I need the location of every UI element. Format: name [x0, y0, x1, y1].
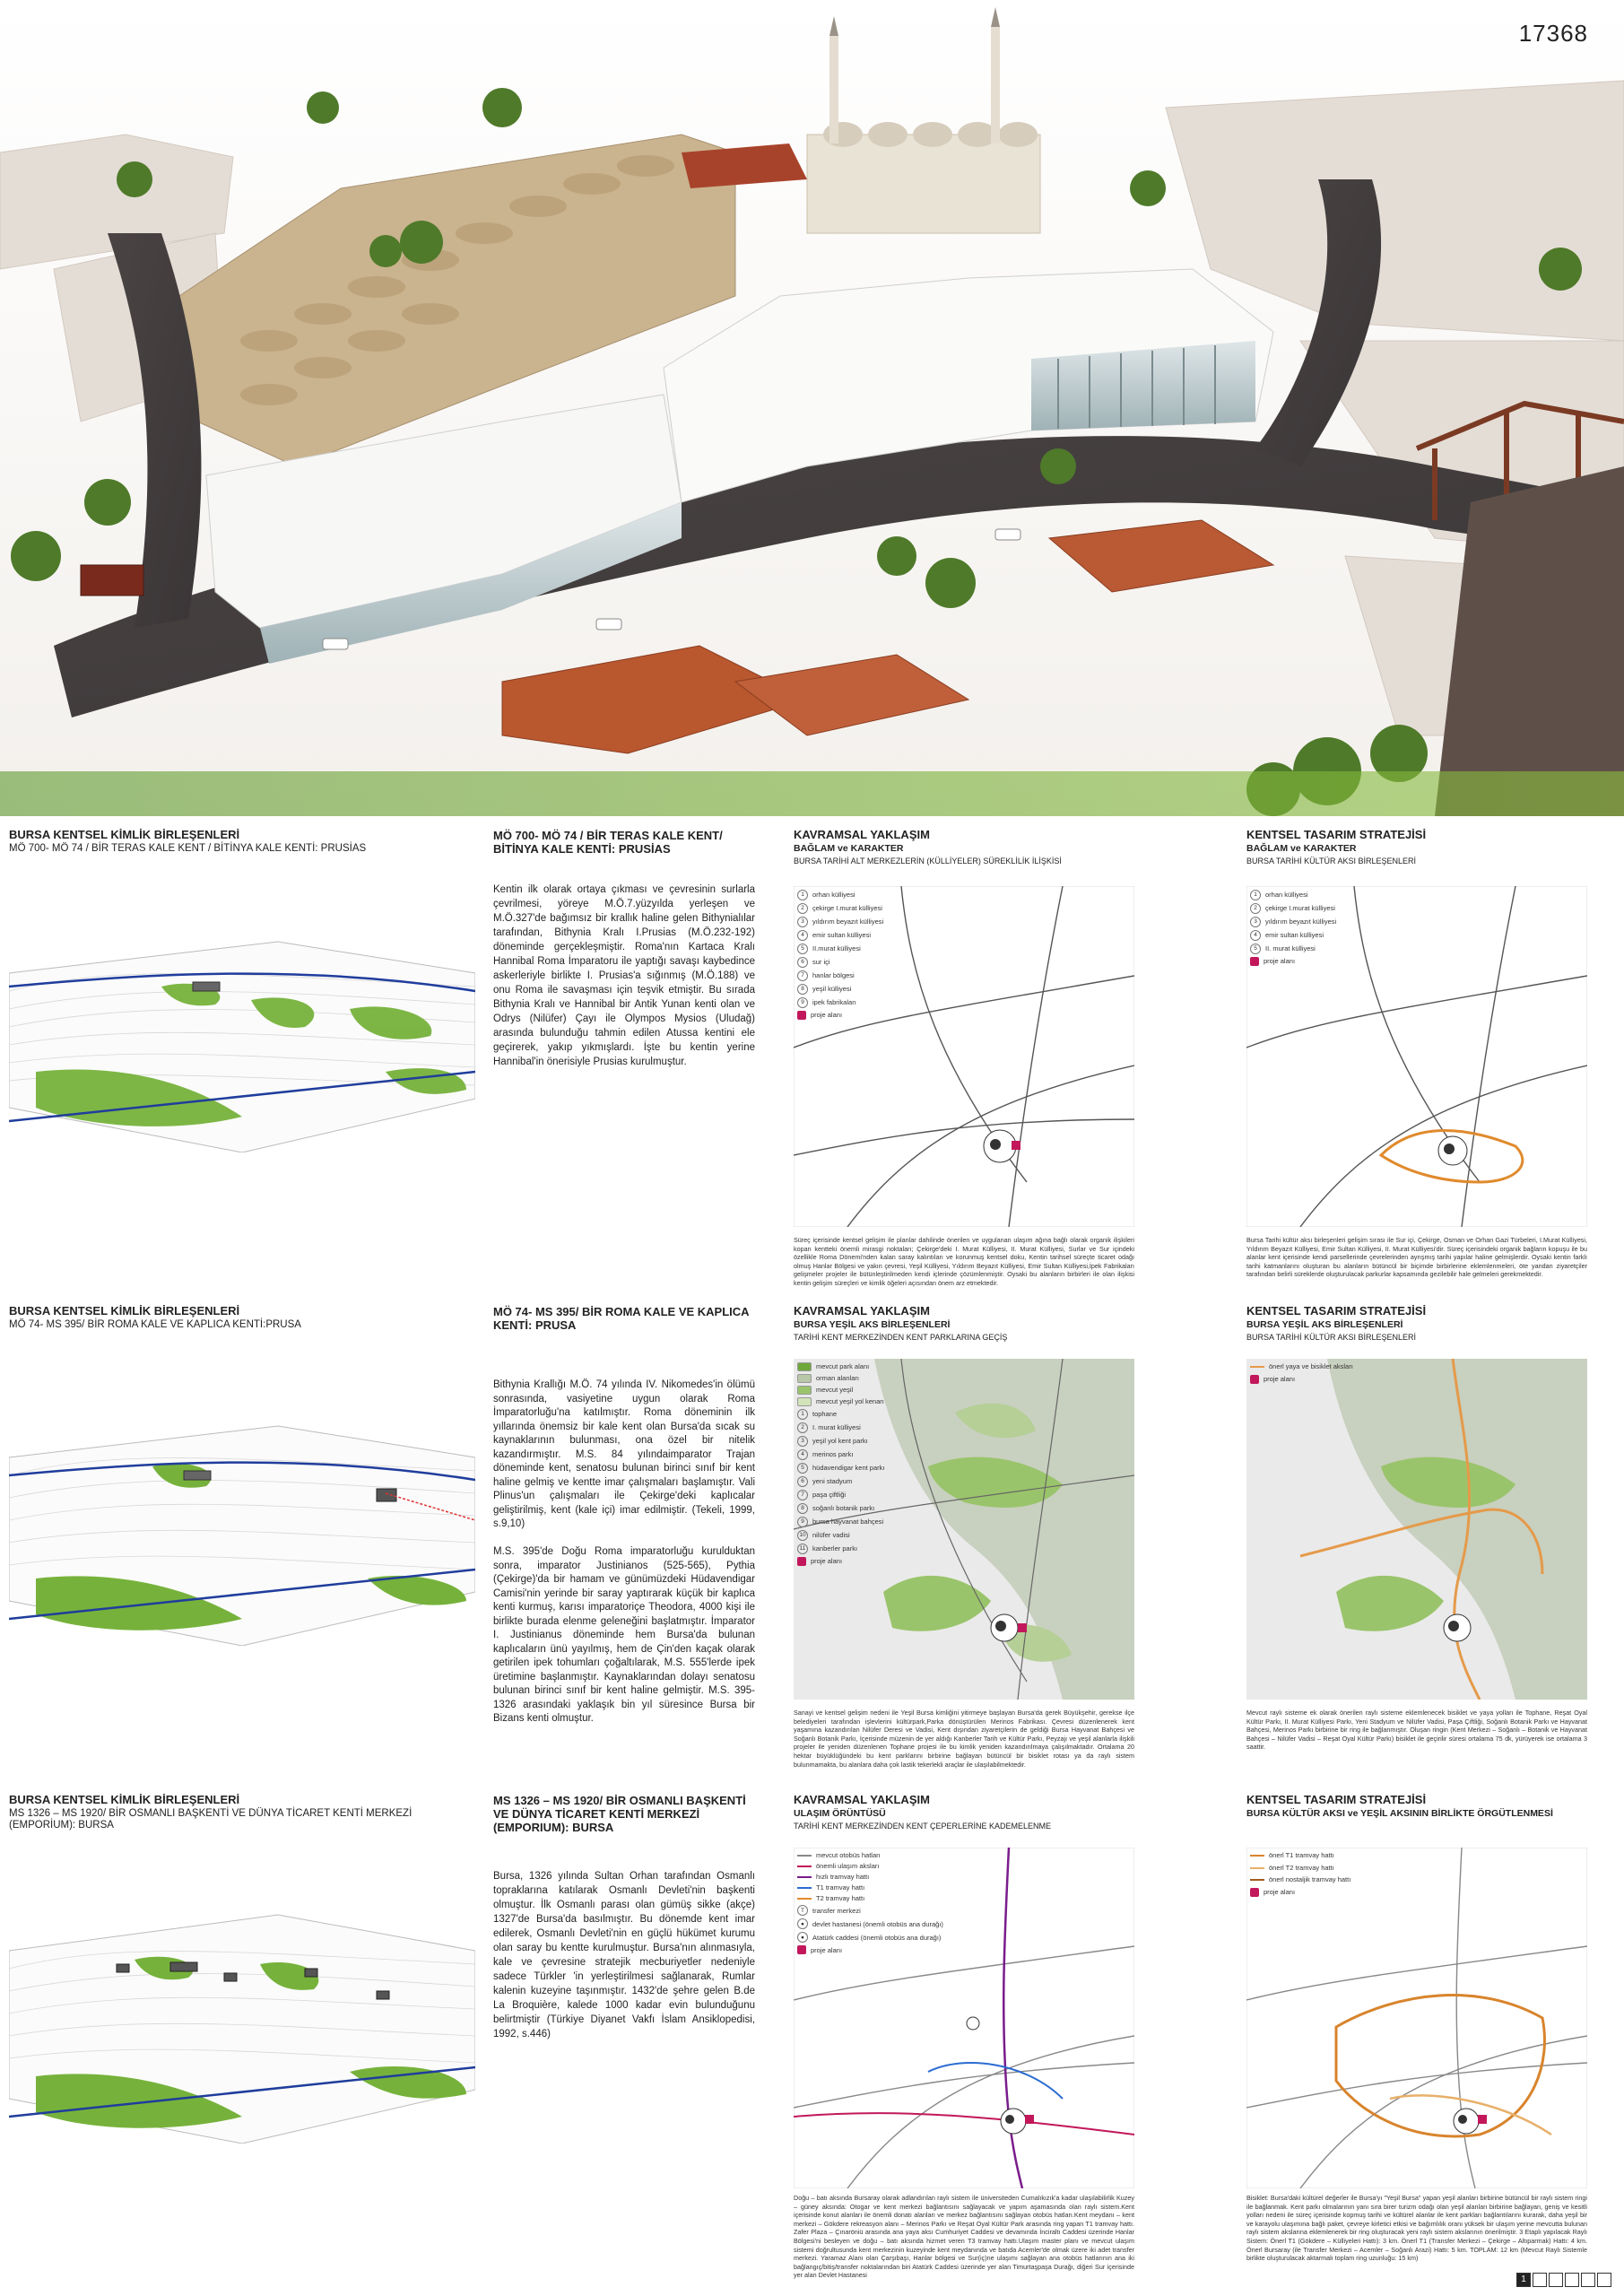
- legend-number-icon: 3: [797, 1436, 808, 1447]
- row3-map2-sub1: BURSA KÜLTÜR AKSI ve YEŞİL AKSININ BİRLİKTE ÖRGÜTLENMESİ: [1246, 1808, 1553, 1819]
- legend-item: 7 hanlar bölgesi: [797, 970, 883, 981]
- legend-line-icon: [797, 1866, 812, 1867]
- legend-item: 3 yıldırım beyazıt külliyesi: [797, 917, 883, 927]
- legend-line-icon: [797, 1876, 812, 1878]
- row3-body-text: Bursa, 1326 yılında Sultan Orhan tarafından Osmanlı topraklarına katılarak Osmanlı Devleti'nin başkenti olmuştur. İlk Osmanlı parası olan gümüş sikke (akçe) 1327'de Bursa'da basılmıştır. Bu dönemde kent imar edilerek, Osmanlı Devleti'nin en güçlü hükümet kurumu olan saray bu kentte kurulmuştur. Bursa'nın alınmasıyla, kale ve çevresine stratejik mecburiyetler nedeniyle sadece Türkler 'in yerleştirilmesi sağlanarak, Rumlar kalenin kuzeyine taşınmıştır. 1432'de şehre gelen B.de La Broquière, kalede 1000 kadar evin bulunduğunu belirtmiştir (Türkiye Diyanet Vakfı İslam Ansiklopedisi, 1992, s.446): [493, 1871, 755, 2039]
- legend-item: 2 çekirge I.murat külliyesi: [797, 903, 883, 914]
- legend-item: mevcut yeşil: [797, 1386, 884, 1395]
- legend-line-icon: [1250, 1867, 1264, 1869]
- row3-map2-legend: [1250, 1851, 1350, 1900]
- legend-number-icon: 1: [797, 890, 808, 900]
- row3-map1-sub2: TARİHİ KENT MERKEZİNDEN KENT ÇEPERLERİNE KADEMELENME: [794, 1822, 1052, 1831]
- legend-item: T transfer merkezi: [797, 1905, 943, 1916]
- row3-map2-title: KENTSEL TASARIM STRATEJİSİ: [1246, 1793, 1427, 1806]
- page-marker-current: 1: [1516, 2273, 1531, 2287]
- legend-number-icon: ●: [797, 1932, 808, 1943]
- row1-left-title: BURSA KENTSEL KİMLİK BİRLEŞENLERİ: [9, 828, 240, 841]
- legend-number-icon: 8: [797, 984, 808, 995]
- terrain-illustration: [9, 1910, 475, 2144]
- legend-item: orman alanları: [797, 1374, 884, 1383]
- row3-map1-title: KAVRAMSAL YAKLAŞIM: [794, 1793, 930, 1806]
- legend-item: 2 I. murat külliyesi: [797, 1422, 884, 1433]
- legend-item: önerl nostaljik tramvay hattı: [1250, 1875, 1350, 1885]
- row3-left-title: BURSA KENTSEL KİMLİK BİRLEŞENLERİ: [9, 1793, 240, 1806]
- row2-map2-title: KENTSEL TASARIM STRATEJİSİ: [1246, 1304, 1427, 1318]
- legend-number-icon: 4: [1250, 930, 1261, 941]
- legend-item: 5 hüdavendigar kent parkı: [797, 1463, 884, 1474]
- row1-map2: [1246, 886, 1587, 1227]
- row2-map2-caption: Mevcut raylı sisteme ek olarak önerilen raylı sisteme eklemlenecek bisiklet ve yaya yolları ile Tophane, Reşat Oyal Kültür Parkı, II. Murat Külliyesi Parkı, Yeni Stadyum ve Nilüfer Vadisi, Paşa Çiftliği, Soğanlı Botanik Parkı ve Hayvanat Bahçesi, Merinos Parkı birbirine bir ring ile bağlanmıştır. Oluşan ringin (Kent Merkezi – Soğanlı – Botanik ve Hayvanat Bahçesi – Nilüfer Vadisi – Reşat Oyal Kültür Parkı) bisiklet ile geçirilir süresi ortalama 75 dk, yürüyerek ise ortalama 3 saattir.: [1246, 1709, 1587, 1752]
- legend-item: 8 yeşil külliyesi: [797, 984, 883, 995]
- row1-left-subtitle: MÖ 700- MÖ 74 / BİR TERAS KALE KENT / BİTİNYA KALE KENTİ: PRUSİAS: [9, 843, 367, 854]
- row3-map1: [794, 1848, 1134, 2188]
- row3-map2-caption: Bisiklet: Bursa'daki kültürel değerler ile Bursa'yı "Yeşil Bursa" yapan yeşil alanları birbirine bütüncül bir raylı sistem ringi ile bağlanmak. Kent parkı olmalarının yanı sıra birer turizm odağı olan yeşil alanları birbirine bağlayan, geniş ve kesitli yolları nedeni ile süreç içerisinde kopmuş tarihi ve kültürel alanlar ile kent parkları bağlantılarını kurarak, daha yeşil bir ve karayolu ulaşımına bağlı paket, çevreye kirletici etkisi ve bağımlılık oranı yüksek bir ulaşım yerine mevcutta bulunan raylı sistem akslarına eklemlenerek bir ring oluşturacak yeni raylı sistem akslarının önerilmiştir. 3 Etaplı yapılacak Raylı Sistem: Önerl T1 (Gökdere – Külliyeleri Hattı): 3 km. Önerl T1 (Transfer Merkezi – Çekirge – Altıparmak) Hattı: 4 km. Önerl Bursaray (ile Transfer Merkezi – Acemler – Soğanlı Arazi) Hattı: 5 km. TOPLAM: 12 km (Mevcut Raylı Sistemle birlikte oluşturulacak aktarmalı toplam ring uzunluğu: 15 km): [1246, 2194, 1587, 2263]
- legend-number-icon: 2: [797, 903, 808, 914]
- legend-number-icon: 7: [797, 970, 808, 981]
- map-illustration: [1246, 1359, 1587, 1700]
- legend-item: 4 emir sultan külliyesi: [797, 930, 883, 941]
- legend-item: önemli ulaşım aksları: [797, 1862, 943, 1870]
- legend-item: ● devlet hastanesi (önemli otobüs ana durağı): [797, 1918, 943, 1929]
- legend-item: mevcut park alanı: [797, 1362, 884, 1371]
- legend-number-icon: 2: [1250, 903, 1261, 914]
- row3-map1-legend: [797, 1851, 943, 1957]
- legend-item: 3 yeşil yol kent parkı: [797, 1436, 884, 1447]
- legend-line-icon: [797, 1855, 812, 1857]
- row3-mid-title: MS 1326 – MS 1920/ BİR OSMANLI BAŞKENTİ VE DÜNYA TİCARET KENTİ MERKEZİ (EMPORIUM): BURSA: [493, 1794, 746, 1834]
- row1-terrain-model: [9, 937, 475, 1152]
- legend-item: 3 yıldırım beyazıt külliyesi: [1250, 917, 1336, 927]
- legend-number-icon: 6: [797, 1476, 808, 1487]
- legend-number-icon: ●: [797, 1918, 808, 1929]
- row1-map1-caption: Süreç içerisinde kentsel gelişim ile planlar dahilinde önerilen ve uygulanan ulaşım ağına bağlı olarak organik ilişkileri kopan kentteki önemli mirasgi noktaları; Çekirge'deki I. Murat Külliyesi, II. Murat Külliyesi, Surlar ve Sur içindeki özellikle Roma Dönemi'nden kalan saray kalıntıları ve korunmuş kentsel doku, Kentin tarihsel süreçte ticaret odağı olmuş Hanlar Bölgesi ve yakın çevresi, Yeşil Külliyesi, Yıldırım Beyazıt Külliyesi, Emir Sultan Külliyesi,İpek Fabrikaları gelişmeler projeler ile bütünleştirilmeden kendi içlerinde çözümlenmiştir. Oysaki bu alanların birbirleri ile olan ilişkisi kentin gelişim süreçleri ve kimlik öğeleri açısından önem arz etmektedir.: [794, 1236, 1134, 1287]
- row1-map1-sub1: BAĞLAM ve KARAKTER: [794, 843, 904, 854]
- legend-item: mevcut otobüs hatları: [797, 1851, 943, 1859]
- legend-item: proje alanı: [797, 1557, 884, 1566]
- row1-mid-title: MÖ 700- MÖ 74 / BİR TERAS KALE KENT/ BİTİNYA KALE KENTİ: PRUSİAS: [493, 829, 723, 856]
- sheet-number: 17368: [1518, 20, 1588, 47]
- legend-number-icon: 2: [797, 1422, 808, 1433]
- row3-terrain-model: [9, 1910, 475, 2144]
- row3-map1-sub1: ULAŞIM ÖRÜNTÜSÜ: [794, 1808, 886, 1819]
- row1-map1-legend: [797, 890, 883, 1023]
- row2-map1-sub2: TARİHİ KENT MERKEZİNDEN KENT PARKLARINA GEÇİŞ: [794, 1333, 1008, 1342]
- row2-map1-title: KAVRAMSAL YAKLAŞIM: [794, 1304, 930, 1318]
- legend-number-icon: 1: [797, 1409, 808, 1420]
- legend-swatch-icon: [797, 1362, 812, 1371]
- row3-left-subtitle: MS 1326 – MS 1920/ BİR OSMANLI BAŞKENTİ VE DÜNYA TİCARET KENTİ MERKEZİ (EMPORİUM): BURSA: [9, 1808, 413, 1831]
- legend-number-icon: 7: [797, 1490, 808, 1500]
- row-3: [0, 1794, 1624, 2296]
- legend-item: 5 II.murat külliyesi: [797, 944, 883, 954]
- row2-map1-legend: [797, 1362, 884, 1569]
- legend-number-icon: 5: [1250, 944, 1261, 954]
- legend-number-icon: 5: [797, 944, 808, 954]
- legend-number-icon: 9: [797, 997, 808, 1008]
- legend-item: önerl yaya ve bisiklet aksları: [1250, 1362, 1353, 1372]
- legend-item: T2 tramvay hattı: [797, 1894, 943, 1902]
- legend-item: önerl T2 tramvay hattı: [1250, 1864, 1350, 1874]
- legend-swatch-icon: [797, 1557, 806, 1566]
- legend-item: 10 nilüfer vadisi: [797, 1530, 884, 1541]
- row3-map1-caption: Doğu – batı aksında Bursaray olarak adlandırılan raylı sistem ile üniversiteden Cumalıkızık'a kadar ulaşılabilirlik Kuzey – güney aksında: Otogar ve kent merkezi bağlantısını sağlayacak ve yapım aşamasında olan raylı sistem.Kent içerisinde konut alanları ile önemli donatı alanları ve merkez bağlantısını sağlayan otobüs hatları.Kent meydanı – kent merkezi – Gökdere rekreasyon alanı – Merinos Parkı ve Reşat Oyal Kültür Park arasında ring yapan T1 tramvay hattı. Zafer Plaza – Çınaröniü arasında ana yaya aksı Cumhuriyet Caddesi ve devamında İnciraltı Caddesi üzerinde Hanlar Bölgesi'ni besleyen ve doğu – batı aksında hizmet veren T3 tramvay hattı.Ulaşım master planı ve mevcut ulaşım sistemi doğrultusunda kent merkezinin kuzeyinde kent meydanında ve batıda Acemler'de olmak üzere iki adet transfer merkezi. Yaramaz Alanı olan Çarşıbaşı, Hanlar bölgesi ve Sur(iç)ne ulaşımı sağlayan ana otobüs hatlarının ana iki bağlangıç/bitiş/transfer noktalarından biri Atatürk Caddesi üzerinde yer alan Timurtaşpaşa Durağı, diğeri Sur içerisinde yer alan Devlet Hastanesi: [794, 2194, 1134, 2280]
- row2-left-subtitle: MÖ 74- MS 395/ BİR ROMA KALE VE KAPLICA KENTİ:PRUSA: [9, 1319, 301, 1330]
- legend-item: 1 tophane: [797, 1409, 884, 1420]
- legend-item: 5 II. murat külliyesi: [1250, 944, 1336, 954]
- row1-map2-title: KENTSEL TASARIM STRATEJİSİ: [1246, 828, 1427, 841]
- legend-item: 1 orhan külliyesi: [797, 890, 883, 900]
- legend-swatch-icon: [797, 1397, 812, 1406]
- row2-mid-title: MÖ 74- MS 395/ BİR ROMA KALE VE KAPLICA KENTİ: PRUSA: [493, 1305, 750, 1332]
- legend-item: proje alanı: [1250, 1888, 1350, 1898]
- row2-body-text: Bithynia Krallığı M.Ö. 74 yılında IV. Nikomedes'in ölümü sonrasında, vasiyetine uygun olarak Roma İmparatorluğu'na katılmıştır. Roma döneminin ilk yıllarında önemsiz bir kale kent olan Bursa'da sıcak su kaynaklarının bulunması, ona özel bir nitelik kazandırmıştır. M.S. 84 yılındaimparator Trajan döneminde kent, senatosu bulunan birinci sınıf bir kent haline gelmiş ve kentte imar çalışmaları başlamıştır. Vali Plinus'un çalışmaları ile Çekirge'deki kaplıcalar geliştirilmiş, kent (kale içi) imar edilmiştir. (Tekeli, 1999, s.9,10) M.S. 395'de Doğu Roma imparatorluğu kurulduktan sonra, imparator Justinianos (525-565), Pythia (Çekirge)'da bir hamam ve günümüzdeki Hüdavendigar Camisi'nin yerinde bir saray yaptırarak küçük bir kaplıca kenti kurmuş, karısı imparatoriçe Theodora, 4000 kişi ile birlikte burada elenme geleneğini başlatmıştır. İmparator I. Justinianus döneminde hem Bursa'da bulunan kaplıcaların ünü yayılmış, hem de Çin'den kaçak olarak getirilen ipek tohumları çoğaltılarak, M.S. 555'lerde ipek üretimine başlanmıştır. Kaynaklarından dolayı senatosu bulunan birinci sınıf bir kent haline gelmiştir. M.S. 395- 1326 arasındaki yaklaşık bin yıl süresince Bursa bir Bizans kenti olmuştur.: [493, 1379, 755, 1724]
- terrain-illustration: [9, 937, 475, 1152]
- legend-number-icon: 5: [797, 1463, 808, 1474]
- legend-item: 1 orhan külliyesi: [1250, 890, 1336, 900]
- row1-map1: [794, 886, 1134, 1227]
- legend-line-icon: [1250, 1855, 1264, 1857]
- row2-map1: [794, 1359, 1134, 1700]
- row1-map2-legend: [1250, 890, 1336, 970]
- row2-map2-sub1: BURSA YEŞİL AKS BİRLEŞENLERİ: [1246, 1319, 1403, 1330]
- legend-line-icon: [797, 1898, 812, 1900]
- row2-terrain-model: [9, 1422, 475, 1646]
- row2-map2: [1246, 1359, 1587, 1700]
- row1-map2-sub2: BURSA TARİHİ KÜLTÜR AKSI BİRLEŞENLERİ: [1246, 857, 1417, 865]
- legend-item: 9 bursa hayvanat bahçesi: [797, 1517, 884, 1527]
- aerial-render: [0, 0, 1624, 816]
- legend-swatch-icon: [797, 1386, 812, 1395]
- legend-item: 4 merinos parkı: [797, 1449, 884, 1460]
- legend-swatch-icon: [797, 1945, 806, 1954]
- legend-number-icon: 9: [797, 1517, 808, 1527]
- legend-item: proje alanı: [797, 1945, 943, 1954]
- legend-item: T1 tramvay hattı: [797, 1883, 943, 1892]
- legend-item: 8 soğanlı botanik parkı: [797, 1503, 884, 1514]
- page-marker-box: [1581, 2273, 1595, 2287]
- legend-number-icon: 10: [797, 1530, 808, 1541]
- legend-item: proje alanı: [1250, 1375, 1353, 1385]
- legend-line-icon: [797, 1887, 812, 1889]
- legend-item: mevcut yeşil yol kenarı: [797, 1397, 884, 1406]
- row1-map2-caption: Bursa Tarihi kültür aksı birleşenleri gelişim sırası ile Sur içi, Çekirge, Osman ve Orhan Gazi Türbeleri, I.Murat Külliyesi, Yıldırım Beyazıt Külliyesi, Emir Sultan Külliyesi, II. Murat Külliyesi'dir. Süreç içerisindeki organik bağların kopuşu ile bu alanlar kent içerisinde kendi parsellerinde çevrelerinden ayrışmış tarihi yapılar haline gelmişlerdir. Oysaki kentin farklı tarihi katmanlarını oluşturan bu alanların bütüncül bir biçimde birbirlerine eklemlenmeleri, öte yandan ziyaretçiler tarafından belirli süreklerde oluşturulacak parkurlar kapsamında gezilebilir hale gelmeleri gerekmektedir.: [1246, 1236, 1587, 1279]
- legend-swatch-icon: [1250, 957, 1259, 966]
- row2-map1-sub1: BURSA YEŞİL AKS BİRLEŞENLERİ: [794, 1319, 951, 1330]
- legend-swatch-icon: [797, 1374, 812, 1383]
- legend-swatch-icon: [1250, 1888, 1259, 1897]
- legend-item: 7 paşa çiftliği: [797, 1490, 884, 1500]
- legend-number-icon: 3: [797, 917, 808, 927]
- legend-item: 9 ipek fabrikaları: [797, 997, 883, 1008]
- render-illustration: [0, 0, 1624, 816]
- legend-item: hızlı tramvay hattı: [797, 1873, 943, 1881]
- legend-swatch-icon: [1250, 1375, 1259, 1384]
- page-marker-box: [1597, 2273, 1611, 2287]
- legend-number-icon: 4: [797, 1449, 808, 1460]
- legend-swatch-icon: [797, 1011, 806, 1020]
- page-marker-box: [1549, 2273, 1563, 2287]
- row2-map2-sub2: BURSA TARİHİ KÜLTÜR AKSI BİRLEŞENLERİ: [1246, 1333, 1417, 1342]
- row-2: [0, 1305, 1624, 1807]
- legend-number-icon: 3: [1250, 917, 1261, 927]
- row1-map2-sub1: BAĞLAM ve KARAKTER: [1246, 843, 1357, 854]
- row2-map1-caption: Sanayi ve kentsel gelişim nedeni ile Yeşil Bursa kimliğini yitirmeye başlayan Bursa'da gerek Büyükşehir, gerekse ilçe belediyeleri tarafından işlevlerini kültürpark,Parka dönüştürülen Merinos Fabrikası. Çevresi düzenlenerek kent yaşamına kazandırılan Nilüfer Deresi ve Vadisi, Kent dışından ziyaretçilerin de geldiği Bursa Hayvanat Bahçesi ve Soğanlı Botanik Parkı, İçerisinde müzenin de yer aldığı Kanberler Tarih ve Kültür Parkı, Peyzajı ve yeşil alanlarla ilişkili projeler ile yeniden düzenlenen Tophane projesi ile bu kimlik yeniden kazandırılmaya çalışılmaktadır. Ortalama 20 hektar büyüklüğündeki bu kent parklarını birbirine bağlayan bütüncül bir bisiklet rotası ya da raylı sistem bulunmamakta, bu alanlara daha çok lastik tekerlekli araçlar ile ulaşılabilmektedir.: [794, 1709, 1134, 1769]
- row1-map1-title: KAVRAMSAL YAKLAŞIM: [794, 828, 930, 841]
- page-marker: [1516, 2273, 1611, 2287]
- legend-number-icon: 6: [797, 957, 808, 968]
- legend-item: proje alanı: [797, 1011, 883, 1021]
- legend-item: 4 emir sultan külliyesi: [1250, 930, 1336, 941]
- legend-item: proje alanı: [1250, 957, 1336, 967]
- page-marker-box: [1565, 2273, 1579, 2287]
- row2-left-title: BURSA KENTSEL KİMLİK BİRLEŞENLERİ: [9, 1304, 240, 1318]
- legend-item: önerl T1 tramvay hattı: [1250, 1851, 1350, 1861]
- row1-body-text: Kentin ilk olarak ortaya çıkması ve çevresinin surlarla çevrilmesi, yöreye M.Ö.7.yüzyılda yerleşen ve M.Ö.327'de bağımsız bir krallık haline gelen Bithynialılar tarafından, Bithynia Kralı I.Prusias (M.Ö.232-192) döneminde gerçekleşmiştir. Roma'nın Kartaca Kralı Hannibal Roma İmparatoru ile yaptığı savaşı kaybedince askerleriyle birlikte I. Prusias'a sığınmış (M.Ö.188) ve onu Roma ile savaşması için teşvik etmiştir. Bu sırada Bithynia Kralı ve Hannibal bir Antik Yunan kenti olan ve Odrys (Nilüfer) Çayı ile Olympos Mysios (Uludağ) arasında bulunduğu tahmin edilen Atussa kentini ele geçirerek, yakıp yıkmışlardı. İşte bu kentin yerine Hannibal'in önerisiyle Prusias kurulmuştur.: [493, 884, 755, 1067]
- page-marker-box: [1533, 2273, 1547, 2287]
- row-1: [0, 825, 1624, 1309]
- legend-item: 11 kanberler parkı: [797, 1544, 884, 1554]
- legend-line-icon: [1250, 1879, 1264, 1881]
- legend-number-icon: T: [797, 1905, 808, 1916]
- legend-item: 6 sur içi: [797, 957, 883, 968]
- legend-number-icon: 4: [797, 930, 808, 941]
- row2-map2-legend: [1250, 1362, 1353, 1387]
- legend-item: 2 çekirge I.murat külliyesi: [1250, 903, 1336, 914]
- legend-item: ● Atatürk caddesi (önemli otobüs ana durağı): [797, 1932, 943, 1943]
- row1-map1-sub2: BURSA TARİHİ ALT MERKEZLERİN (KÜLLİYELER) SÜREKLİLİK İLİŞKİSİ: [794, 857, 1062, 865]
- legend-number-icon: 11: [797, 1544, 808, 1554]
- legend-item: 6 yeni stadyum: [797, 1476, 884, 1487]
- legend-line-icon: [1250, 1366, 1264, 1368]
- terrain-illustration: [9, 1422, 475, 1646]
- row3-map2: [1246, 1848, 1587, 2188]
- legend-number-icon: 8: [797, 1503, 808, 1514]
- legend-number-icon: 1: [1250, 890, 1261, 900]
